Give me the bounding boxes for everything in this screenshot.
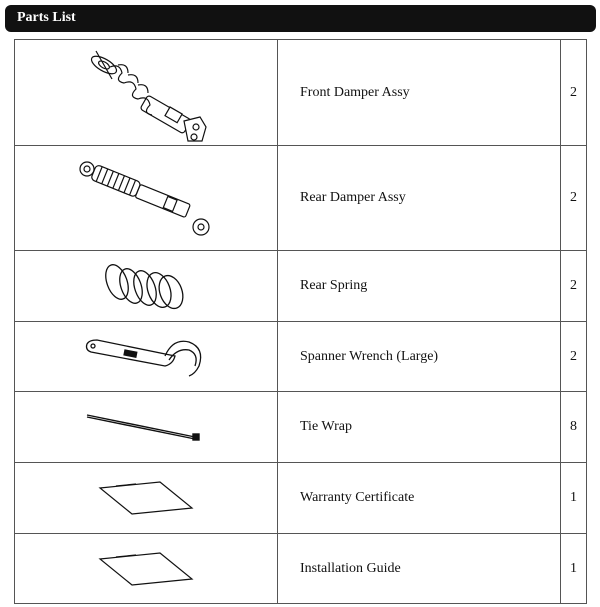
rear-spring-icon	[101, 258, 191, 314]
table-row	[15, 534, 587, 604]
part-quantity: 2	[561, 251, 587, 322]
part-name: Rear Spring	[278, 251, 561, 322]
parts-table	[14, 39, 587, 604]
installation-guide-icon	[96, 549, 196, 589]
part-image-cell	[15, 534, 278, 604]
part-quantity: 2	[561, 146, 587, 251]
table-row	[15, 463, 587, 534]
rear-damper-assy-icon	[71, 153, 221, 243]
part-name: Tie Wrap	[278, 392, 561, 463]
table-row	[15, 146, 587, 251]
part-name: Spanner Wrench (Large)	[278, 322, 561, 392]
part-quantity: 1	[561, 463, 587, 534]
part-image-cell	[15, 251, 278, 322]
part-image-cell	[15, 40, 278, 146]
table-row	[15, 322, 587, 392]
parts-list-header	[5, 5, 596, 32]
part-quantity: 8	[561, 392, 587, 463]
table-row	[15, 40, 587, 146]
part-name: Installation Guide	[278, 534, 561, 604]
part-name: Warranty Certificate	[278, 463, 561, 534]
part-name: Front Damper Assy	[278, 40, 561, 146]
tie-wrap-icon	[81, 407, 211, 447]
warranty-certificate-icon	[96, 478, 196, 518]
part-image-cell	[15, 322, 278, 392]
part-image-cell	[15, 392, 278, 463]
part-image-cell	[15, 463, 278, 534]
table-row	[15, 392, 587, 463]
part-image-cell	[15, 146, 278, 251]
front-damper-assy-icon	[66, 43, 226, 143]
spanner-wrench-icon	[81, 334, 211, 380]
table-row	[15, 251, 587, 322]
part-name: Rear Damper Assy	[278, 146, 561, 251]
part-quantity: 2	[561, 322, 587, 392]
page-title: Parts List	[17, 10, 76, 25]
part-quantity: 2	[561, 40, 587, 146]
part-quantity: 1	[561, 534, 587, 604]
